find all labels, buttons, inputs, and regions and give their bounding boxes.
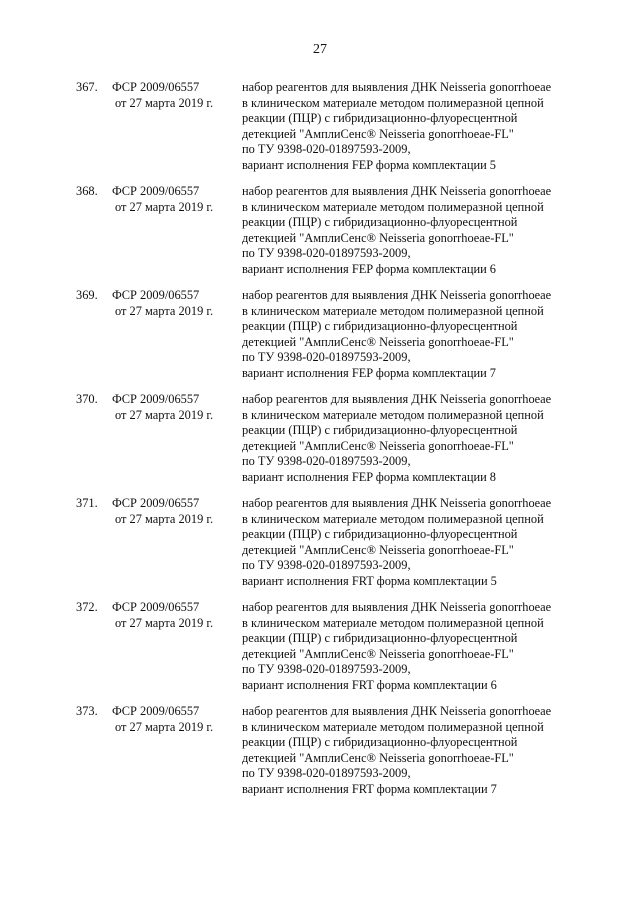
description-line: набор реагентов для выявления ДНК Neisseria gonorrhoeae <box>242 600 552 614</box>
entry-description <box>242 288 587 382</box>
registration <box>112 704 232 735</box>
registration <box>112 80 232 111</box>
entry-list <box>0 80 640 808</box>
description-line: в клиническом материале методом полимеразной цепной <box>242 199 544 214</box>
description-line: вариант исполнения FRT форма комплектации 5 <box>242 573 497 588</box>
description-line: набор реагентов для выявления ДНК Neisseria gonorrhoeae <box>242 704 552 718</box>
description-line: детекцией "АмплиСенс® Neisseria gonorrhoeae-FL" <box>242 230 514 245</box>
registration <box>112 288 232 319</box>
description-line: по ТУ 9398-020-01897593-2009, <box>242 246 411 261</box>
description-line: в клиническом материале методом полимеразной цепной <box>242 719 544 734</box>
registration-number: ФСР 2009/06557 <box>112 80 200 94</box>
description-line: набор реагентов для выявления ДНК Neisseria gonorrhoeae <box>242 184 552 198</box>
list-item <box>0 80 640 184</box>
entry-number: 372. <box>76 600 98 614</box>
description-line: реакции (ПЦР) с гибридизационно-флуоресцентной <box>242 423 518 438</box>
entry-description <box>242 80 587 174</box>
description-line: набор реагентов для выявления ДНК Neisseria gonorrhoeae <box>242 288 552 302</box>
description-line: детекцией "АмплиСенс® Neisseria gonorrhoeae-FL" <box>242 646 514 661</box>
description-line: детекцией "АмплиСенс® Neisseria gonorrhoeae-FL" <box>242 542 514 557</box>
description-line: реакции (ПЦР) с гибридизационно-флуоресцентной <box>242 215 518 230</box>
registration-number: ФСР 2009/06557 <box>112 496 200 510</box>
description-line: по ТУ 9398-020-01897593-2009, <box>242 662 411 677</box>
list-item <box>0 496 640 600</box>
entry-description <box>242 496 587 590</box>
registration-date: от 27 марта 2019 г. <box>115 199 214 214</box>
entry-number: 373. <box>76 704 98 718</box>
description-line: вариант исполнения FEP форма комплектации 7 <box>242 365 497 380</box>
registration <box>112 600 232 631</box>
description-line: набор реагентов для выявления ДНК Neisseria gonorrhoeae <box>242 392 552 406</box>
entry-description <box>242 392 587 486</box>
description-line: в клиническом материале методом полимеразной цепной <box>242 303 544 318</box>
description-line: набор реагентов для выявления ДНК Neisseria gonorrhoeae <box>242 80 552 94</box>
description-line: в клиническом материале методом полимеразной цепной <box>242 407 544 422</box>
list-item <box>0 704 640 808</box>
entry-description <box>242 184 587 278</box>
description-line: по ТУ 9398-020-01897593-2009, <box>242 558 411 573</box>
description-line: в клиническом материале методом полимеразной цепной <box>242 615 544 630</box>
description-line: вариант исполнения FEP форма комплектации 8 <box>242 469 497 484</box>
entry-description <box>242 704 587 798</box>
description-line: в клиническом материале методом полимеразной цепной <box>242 95 544 110</box>
registration-date: от 27 марта 2019 г. <box>115 407 214 422</box>
list-item <box>0 600 640 704</box>
description-line: реакции (ПЦР) с гибридизационно-флуоресцентной <box>242 631 518 646</box>
description-line: реакции (ПЦР) с гибридизационно-флуоресцентной <box>242 319 518 334</box>
description-line: реакции (ПЦР) с гибридизационно-флуоресцентной <box>242 735 518 750</box>
registration-date: от 27 марта 2019 г. <box>115 95 214 110</box>
registration-date: от 27 марта 2019 г. <box>115 303 214 318</box>
registration-number: ФСР 2009/06557 <box>112 704 200 718</box>
list-item <box>0 288 640 392</box>
list-item <box>0 392 640 496</box>
registration-date: от 27 марта 2019 г. <box>115 719 214 734</box>
description-line: в клиническом материале методом полимеразной цепной <box>242 511 544 526</box>
description-line: по ТУ 9398-020-01897593-2009, <box>242 454 411 469</box>
description-line: реакции (ПЦР) с гибридизационно-флуоресцентной <box>242 111 518 126</box>
entry-number: 369. <box>76 288 98 302</box>
description-line: вариант исполнения FRT форма комплектации 7 <box>242 781 497 796</box>
entry-number: 367. <box>76 80 98 94</box>
description-line: детекцией "АмплиСенс® Neisseria gonorrhoeae-FL" <box>242 126 514 141</box>
registration <box>112 496 232 527</box>
registration-number: ФСР 2009/06557 <box>112 392 200 406</box>
entry-number: 371. <box>76 496 98 510</box>
description-line: по ТУ 9398-020-01897593-2009, <box>242 142 411 157</box>
registration-number: ФСР 2009/06557 <box>112 288 200 302</box>
registration-date: от 27 марта 2019 г. <box>115 615 214 630</box>
description-line: детекцией "АмплиСенс® Neisseria gonorrhoeae-FL" <box>242 334 514 349</box>
list-item <box>0 184 640 288</box>
registration-date: от 27 марта 2019 г. <box>115 511 214 526</box>
registration-number: ФСР 2009/06557 <box>112 184 200 198</box>
entry-number: 370. <box>76 392 98 406</box>
page-number: 27 <box>313 42 327 57</box>
description-line: по ТУ 9398-020-01897593-2009, <box>242 350 411 365</box>
registration <box>112 184 232 215</box>
description-line: реакции (ПЦР) с гибридизационно-флуоресцентной <box>242 527 518 542</box>
entry-description <box>242 600 587 694</box>
description-line: вариант исполнения FEP форма комплектации 5 <box>242 157 497 172</box>
entry-number: 368. <box>76 184 98 198</box>
registration <box>112 392 232 423</box>
description-line: детекцией "АмплиСенс® Neisseria gonorrhoeae-FL" <box>242 438 514 453</box>
description-line: набор реагентов для выявления ДНК Neisseria gonorrhoeae <box>242 496 552 510</box>
registration-number: ФСР 2009/06557 <box>112 600 200 614</box>
description-line: по ТУ 9398-020-01897593-2009, <box>242 766 411 781</box>
description-line: вариант исполнения FEP форма комплектации 6 <box>242 261 497 276</box>
description-line: вариант исполнения FRT форма комплектации 6 <box>242 677 497 692</box>
description-line: детекцией "АмплиСенс® Neisseria gonorrhoeae-FL" <box>242 750 514 765</box>
